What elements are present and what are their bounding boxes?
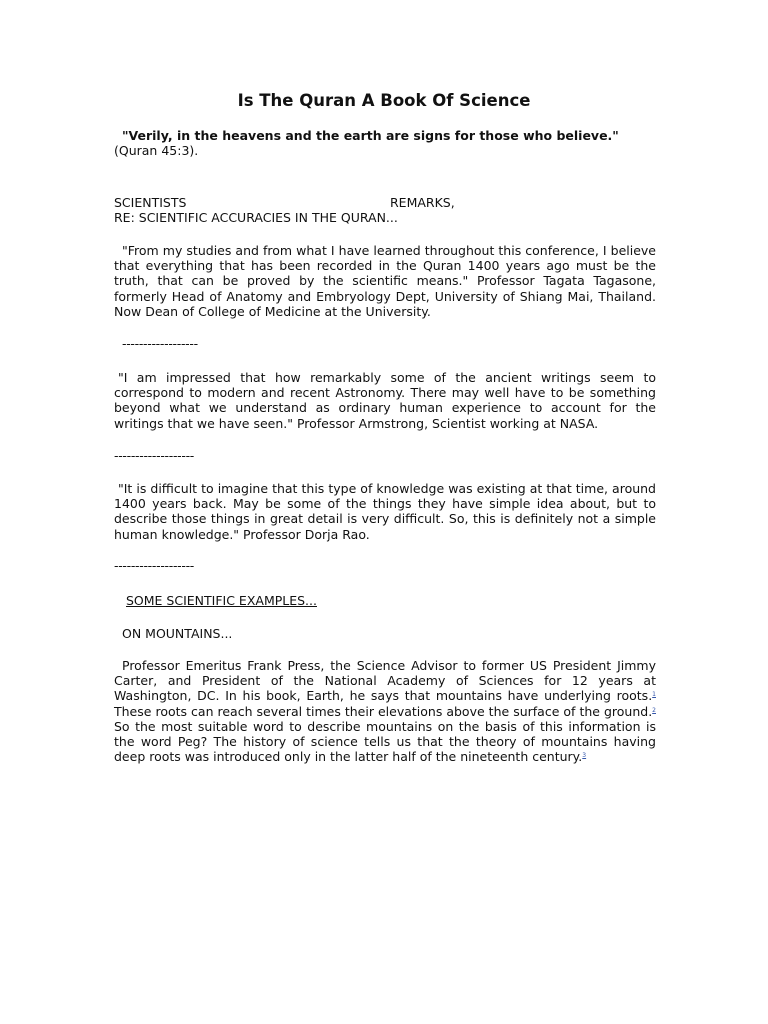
mountains-text-3: So the most suitable word to describe mountains on the basis of this information is the word Peg? The history of science tells us that the theory of mountains having deep roots was introduced only in the latter half of the nineteenth century. (114, 718, 656, 765)
verse-paragraph (114, 128, 656, 158)
quote-paragraph-2 (114, 370, 656, 431)
mountains-heading: ON MOUNTAINS... (122, 626, 233, 641)
divider-3: ------------------- (114, 558, 194, 573)
quote-paragraph-3 (114, 481, 656, 542)
re-heading: RE: SCIENTIFIC ACCURACIES IN THE QURAN... (114, 210, 398, 225)
quote-text-1: "From my studies and from what I have learned throughout this conference, I believe that everything that has been recorded in the Quran 1400 years ago must be the truth, that can be proved by the scientific means." Professor Tagata Tagasone, formerly Head of Anatomy and Embryology Dept, University of Shiang Mai, Thailand. Now Dean of College of Medicine at the University. (114, 243, 656, 319)
quote-text-2: "I am impressed that how remarkably some of the ancient writings seem to correspond to modern and recent Astronomy. There may well have to be something beyond what we understand as ordinary human experience to account for the writings that we have seen." Professor Armstrong, Scientist working at NASA. (114, 370, 656, 431)
examples-heading (126, 593, 668, 608)
mountains-paragraph (114, 658, 656, 764)
examples-heading-text: SOME SCIENTIFIC EXAMPLES... (126, 593, 317, 608)
verse-quote: "Verily, in the heavens and the earth are signs for those who believe." (122, 128, 619, 143)
scientists-remarks-heading (114, 195, 656, 210)
mountains-text-2: These roots can reach several times their elevations above the surface of the ground. (114, 703, 653, 719)
quote-text-3: "It is difficult to imagine that this type of knowledge was existing at that time, around 1400 years back. May be some of the things they have simple idea about, but to describe those things in great detail is very difficult. So, this is definitely not a simple human knowledge." Professor Dorja Rao. (114, 481, 656, 542)
footnote-link-2[interactable]: 2 (652, 706, 656, 714)
document-title: Is The Quran A Book Of Science (237, 91, 531, 110)
verse-reference: (Quran 45:3). (114, 143, 199, 159)
footnote-link-1[interactable]: 1 (652, 691, 656, 699)
remarks-label: REMARKS, (390, 195, 455, 210)
footnote-link-3[interactable]: 3 (582, 752, 587, 760)
scientists-label: SCIENTISTS (114, 195, 187, 210)
divider-2: ------------------- (114, 448, 194, 463)
divider-1: ------------------ (122, 336, 198, 351)
quote-paragraph-1 (114, 243, 656, 319)
mountains-text-1: Professor Emeritus Frank Press, the Science Advisor to former US President Jimmy Carter, and President of the National Academy of Sciences for 12 years at Washington, DC. In his book, Earth, he says that mountains have underlying roots. (114, 658, 656, 704)
